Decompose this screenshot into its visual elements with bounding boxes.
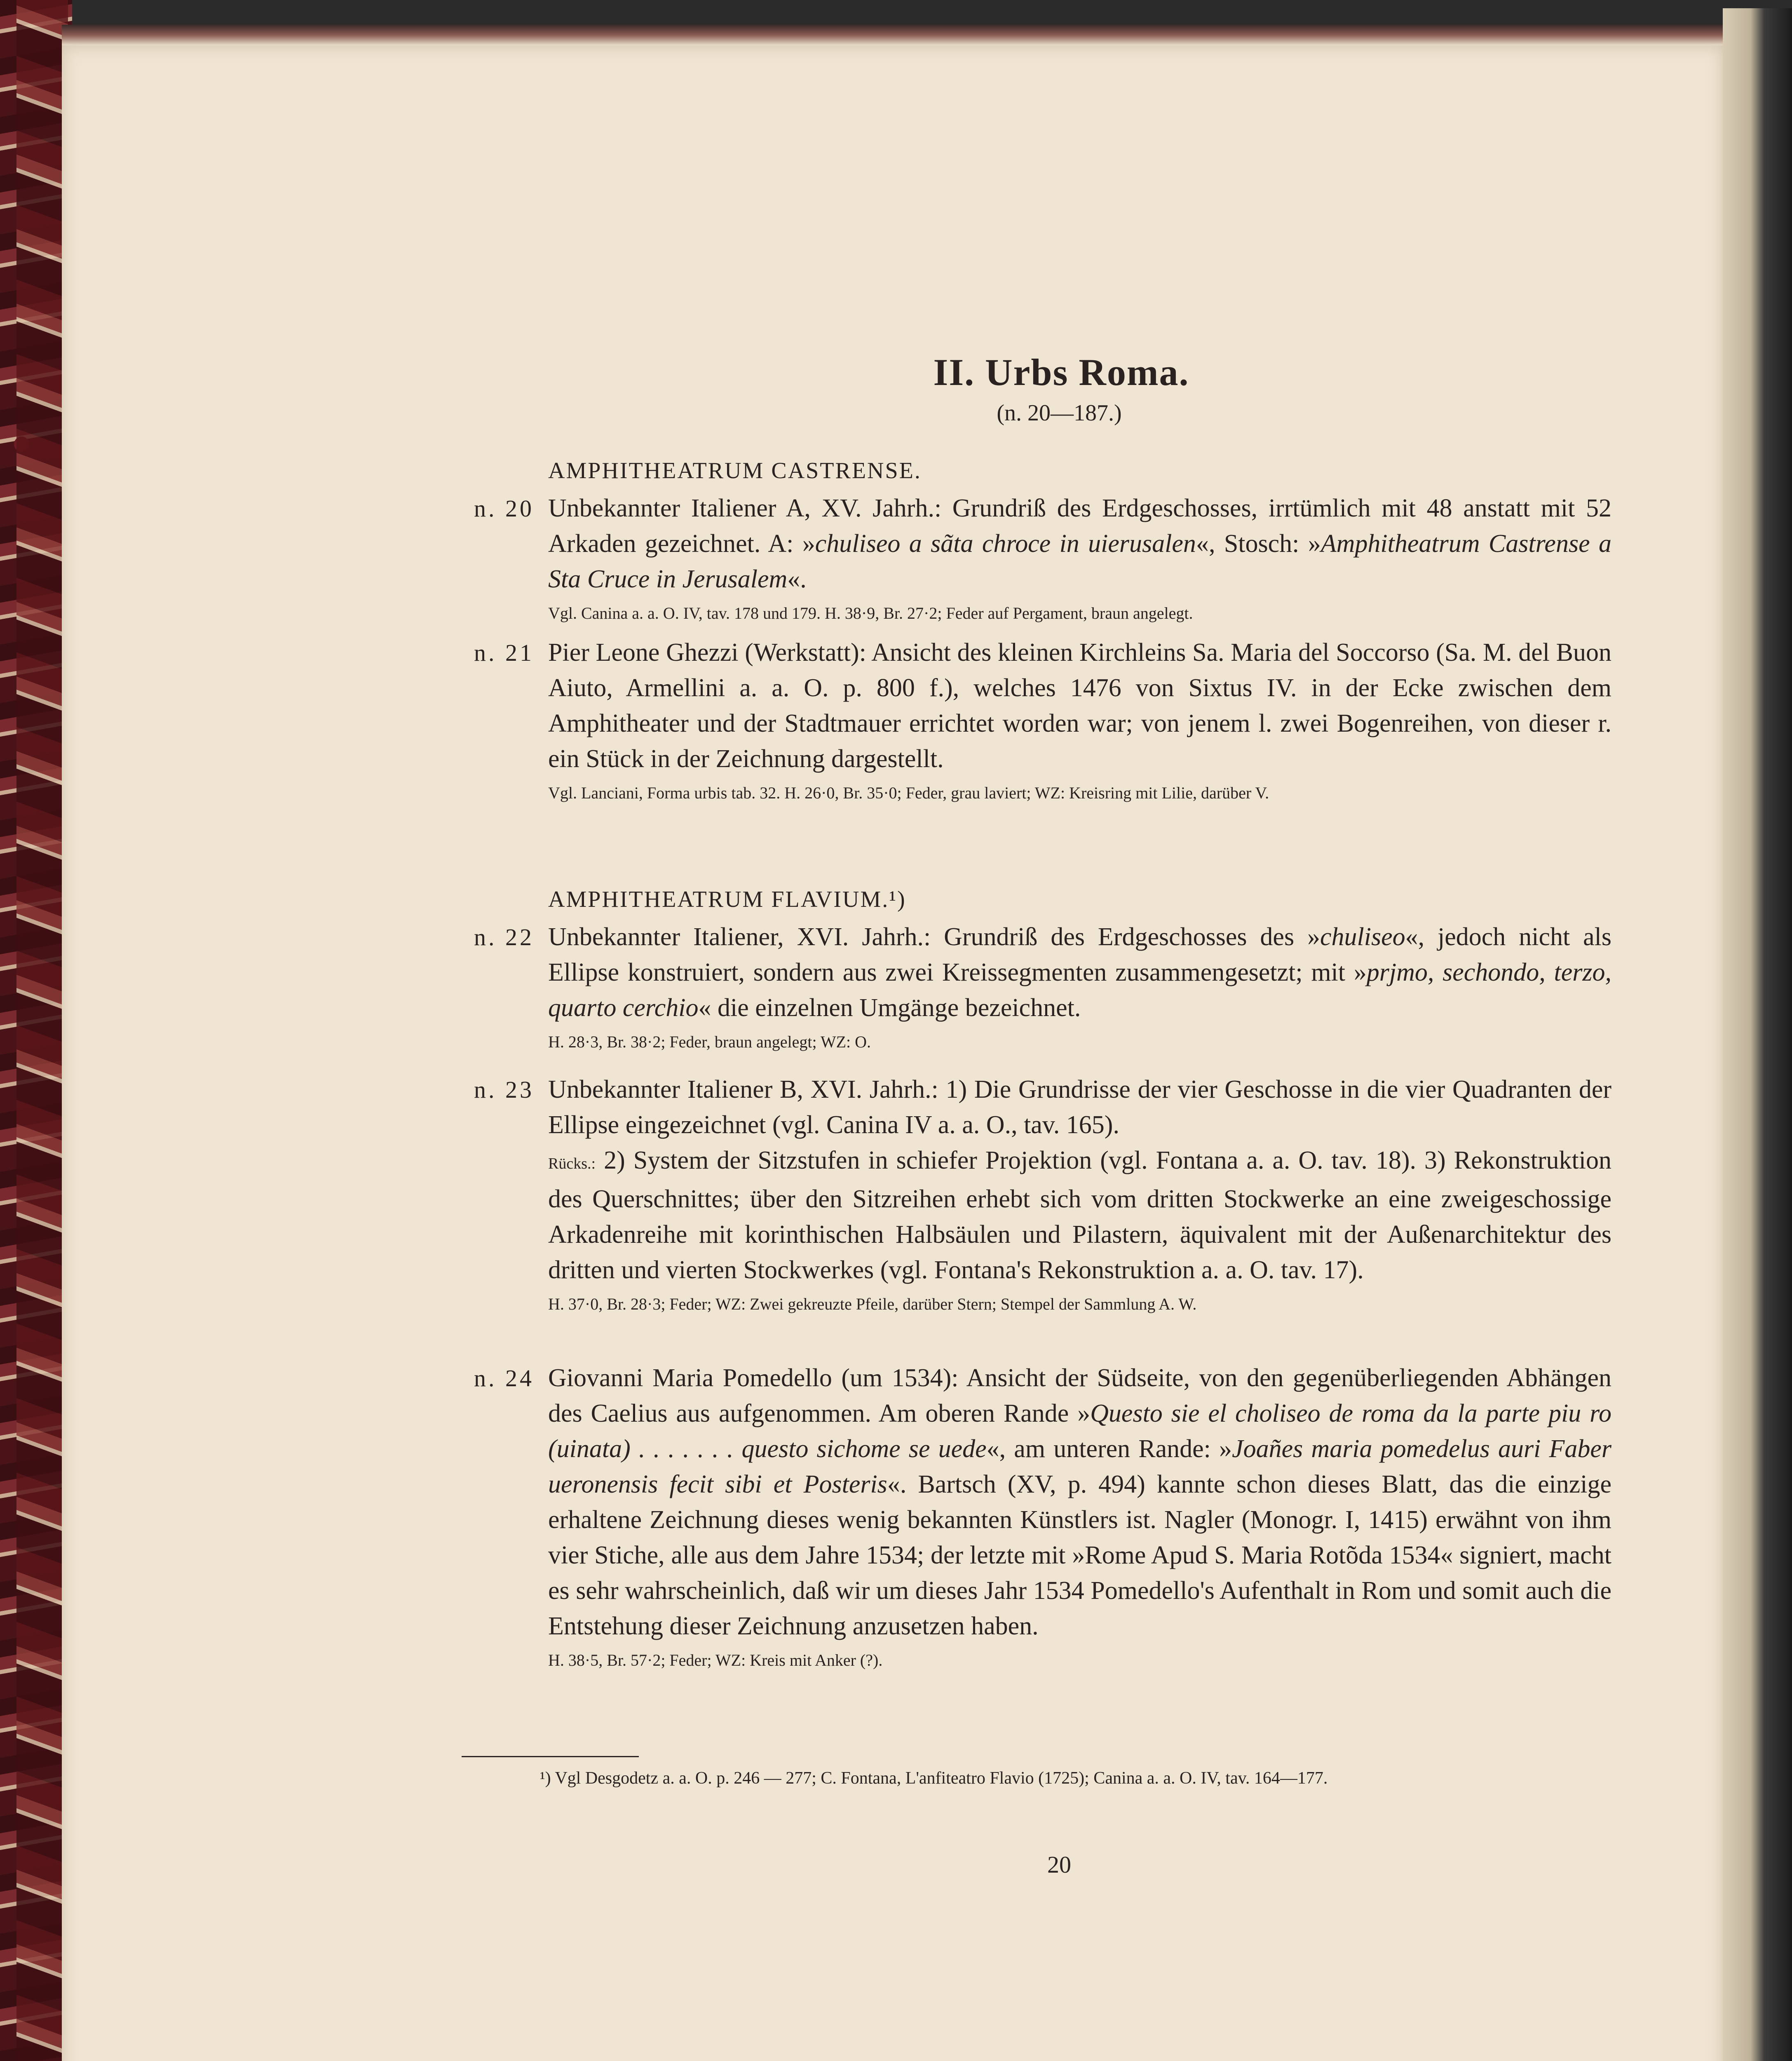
chapter-range: (n. 20—187.) [997,400,1122,426]
catalog-entry [474,1072,1611,1317]
entry-text: Pier Leone Ghezzi (Werkstatt): Ansicht des kleinen Kirchleins Sa. Maria del Soccorso (Sa. M. del Buon Aiuto, Armellini a. a. O. p. 800 f.), welches 1476 von Sixtus IV. in der Ecke zwischen dem Amphitheater und der Stadtmauer errichtet worden war; von jenem l. zwei Bogenreihen, von dieser r. ein Stück in der Zeichnung dargestellt. [548,638,1611,773]
entry-text: Giovanni Maria Pomedello (um 1534): Ansicht der Südseite, von den gegenüberliegenden Abhängen des Caelius aus aufgenommen. Am oberen Rande »Questo sie el choliseo de roma da la parte piu ro (uinata) . . . . . . . questo sichome se uede«, am unteren Rande: »Joañes maria pomedelus auri Faber ueronensis fecit sibi et Posteris«. Bartsch (XV, p. 494) kannte schon dieses Blatt, das die einzige erhaltene Zeichnung dieses wenig bekannten Künstlers ist. Nagler (Monogr. I, 1415) erwähnt von ihm vier Stiche, alle aus dem Jahre 1534; der letzte mit »Rome Apud S. Maria Rotõda 1534« signiert, macht es sehr wahrscheinlich, daß wir um dieses Jahr 1534 Pomedello's Aufenthalt in Rom und somit auch die Entstehung dieser Zeichnung anzusetzen haben. [548,1364,1612,1640]
chapter-title: II. Urbs Roma. [933,351,1189,393]
entry-note: H. 38·5, Br. 57·2; Feder; WZ: Kreis mit Anker (?). [548,1651,883,1669]
book-page [62,45,1723,2061]
footnote-rule [462,1756,639,1757]
entry-text: Unbekannter Italiener A, XV. Jahrh.: Grundriß des Erdgeschosses, irrtümlich mit 48 anstatt mit 52 Arkaden gezeichnet. A: »chuliseo a sãta chroce in uierusalen«, Stosch: »Amphitheatrum Castrense a Sta Cruce in Jerusalem«. [548,494,1611,593]
entry-number: n. 23 [474,1076,534,1103]
entry-note: Vgl. Lanciani, Forma urbis tab. 32. H. 26·0, Br. 35·0; Feder, grau laviert; WZ: Kreisring mit Lilie, darüber V. [548,784,1269,802]
verso-label: Rücks.: [548,1155,596,1172]
page-right-edge [1723,8,1792,2061]
entry-number: n. 22 [474,924,534,951]
book-spine [0,0,72,2061]
entry-text: Unbekannter Italiener B, XVI. Jahrh.: 1) Die Grundrisse der vier Geschosse in die vier Quadranten der Ellipse eingezeichnet (vgl. Canina IV a. a. O., tav. 165). [548,1075,1611,1139]
catalog-entry [474,919,1611,1054]
section-heading-castrense: AMPHITHEATRUM CASTRENSE. [548,458,922,484]
entry-text-verso: Rücks.: 2) System der Sitzstufen in schiefer Projektion (vgl. Fontana a. a. O. tav. 18). 3) Rekonstruktion des Querschnittes; über den Sitzreihen erhebt sich vom dritten Stockwerke an eine zweigeschossige Arkadenreihe mit korinthischen Halbsäulen und Pilastern, äquivalent mit der Außenarchitektur des dritten und vierten Stockwerkes (vgl. Fontana's Rekonstruktion a. a. O. tav. 17). [548,1146,1611,1284]
marbled-cover [16,0,68,2061]
page-number: 20 [1047,1851,1071,1878]
catalog-entry [474,491,1611,626]
page-top-edge [62,25,1735,45]
footnote: ¹) Vgl Desgodetz a. a. O. p. 246 — 277; C. Fontana, L'anfiteatro Flavio (1725); Canina a. a. O. IV, tav. 164—177. [540,1769,1328,1788]
catalog-entry [474,635,1611,805]
entry-note: H. 28·3, Br. 38·2; Feder, braun angelegt; WZ: O. [548,1033,871,1051]
catalog-entry [474,1360,1611,1673]
entry-text: Unbekannter Italiener, XVI. Jahrh.: Grundriß des Erdgeschosses des »chuliseo«, jedoch nicht als Ellipse konstruiert, sondern aus zwei Kreissegmenten zusammengesetzt; mit »prjmo, sechondo, terzo, quarto cerchio« die einzelnen Umgänge bezeichnet. [548,923,1612,1022]
entry-note: H. 37·0, Br. 28·3; Feder; WZ: Zwei gekreuzte Pfeile, darüber Stern; Stempel der Sammlung A. W. [548,1295,1197,1313]
entry-number: n. 20 [474,495,534,522]
section-heading-flavium: AMPHITHEATRUM FLAVIUM.¹) [548,887,906,912]
entry-note: Vgl. Canina a. a. O. IV, tav. 178 und 179. H. 38·9, Br. 27·2; Feder auf Pergament, braun angelegt. [548,604,1193,622]
entry-number: n. 21 [474,639,534,666]
entry-number: n. 24 [474,1365,534,1392]
